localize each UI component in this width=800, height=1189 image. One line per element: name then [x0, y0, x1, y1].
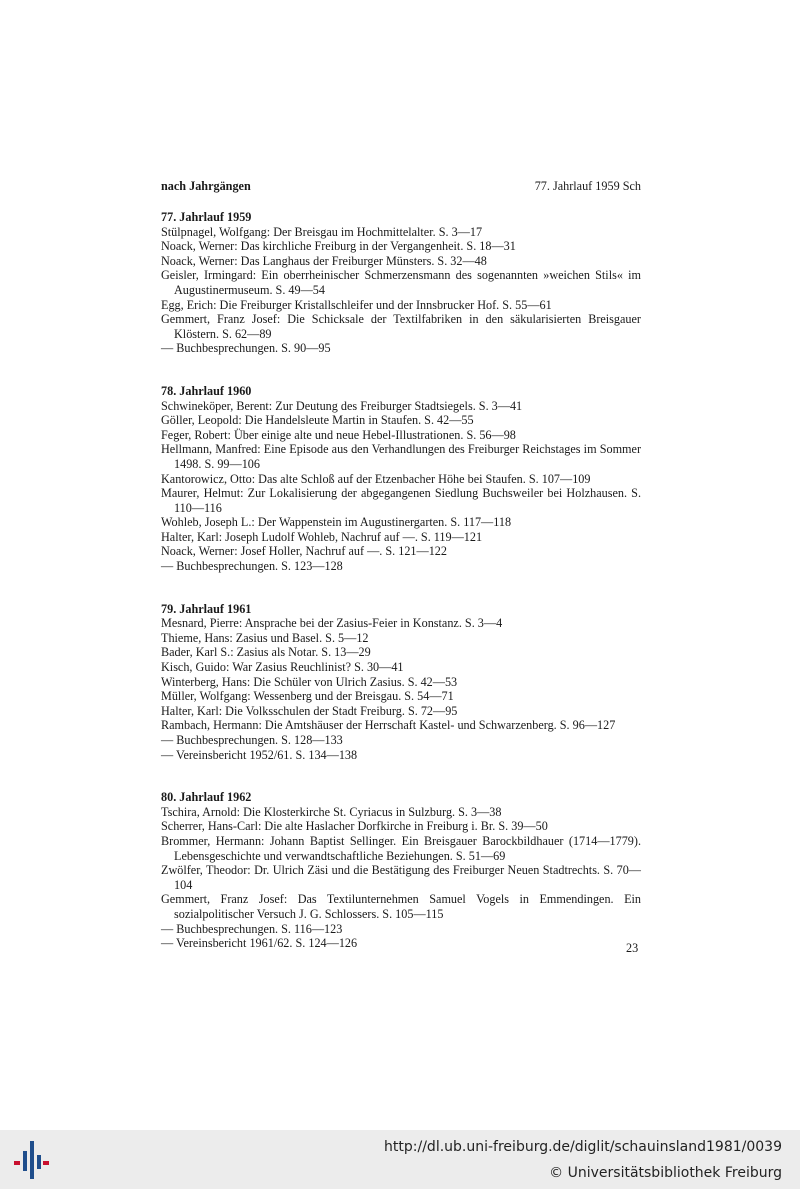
bibliography-entry: Tschira, Arnold: Die Klosterkirche St. Cyriacus in Sulzburg. S. 3—38	[161, 804, 502, 819]
section	[161, 384, 641, 574]
bibliography-entry: Gemmert, Franz Josef: Die Schicksale der Textilfabriken in den säkularisierten Breisgauer Klöstern. S. 62—89	[161, 312, 641, 341]
section	[161, 790, 641, 951]
bibliography-entry: — Vereinsbericht 1961/62. S. 124—126	[161, 936, 358, 951]
header-right: 77. Jahrlauf 1959 Sch	[534, 179, 641, 193]
bibliography-entry: Noack, Werner: Das Langhaus der Freiburger Münsters. S. 32—48	[161, 253, 487, 268]
running-header	[161, 179, 641, 195]
bibliography-entry: Feger, Robert: Über einige alte und neue Hebel-Illustrationen. S. 56—98	[161, 427, 516, 442]
bibliography-entry: Wohleb, Joseph L.: Der Wappenstein im Augustinergarten. S. 117—118	[161, 515, 512, 530]
bibliography-entry: Bader, Karl S.: Zasius als Notar. S. 13—29	[161, 645, 371, 660]
bibliography-entry: — Buchbesprechungen. S. 116—123	[161, 921, 343, 936]
section	[161, 210, 641, 356]
bibliography-entry: — Buchbesprechungen. S. 123—128	[161, 559, 343, 574]
bibliography-entry: Mesnard, Pierre: Ansprache bei der Zasius-Feier in Konstanz. S. 3—4	[161, 616, 503, 631]
ub-freiburg-logo-icon	[10, 1139, 50, 1181]
bibliography-entry: Halter, Karl: Joseph Ludolf Wohleb, Nachruf auf —. S. 119—121	[161, 529, 483, 544]
bibliography-entry: Geisler, Irmingard: Ein oberrheinischer Schmerzensmann des sogenannten »weichen Stils« im Augustinermuseum. S. 49—54	[161, 268, 641, 297]
bibliography-entry: Göller, Leopold: Die Handelsleute Martin in Staufen. S. 42—55	[161, 413, 474, 428]
page-number: 23	[626, 941, 639, 955]
bibliography-entry: Thieme, Hans: Zasius und Basel. S. 5—12	[161, 630, 369, 645]
header-left: nach Jahrgängen	[161, 179, 251, 193]
section-title: 79. Jahrlauf 1961	[161, 601, 252, 616]
bibliography-entry: — Buchbesprechungen. S. 128—133	[161, 733, 343, 747]
bibliography-entry: Hellmann, Manfred: Eine Episode aus den Verhandlungen des Freiburger Reichstages im Sommer 1498. S. 99—106	[161, 442, 641, 471]
bibliography-list	[161, 210, 641, 951]
bibliography-entry: Gemmert, Franz Josef: Das Textilunternehmen Samuel Vogels in Emmendingen. Ein sozialpolitischer Versuch J. G. Schlossers. S. 105—115	[161, 892, 641, 921]
bibliography-entry: Egg, Erich: Die Freiburger Kristallschleifer und der Innsbrucker Hof. S. 55—61	[161, 297, 552, 312]
viewer-footer	[0, 1130, 800, 1189]
source-url-link[interactable]: http://dl.ub.uni-freiburg.de/diglit/schauinsland1981/0039	[384, 1139, 782, 1155]
section-title: 78. Jahrlauf 1960	[161, 383, 252, 398]
bibliography-entry: Winterberg, Hans: Die Schüler von Ulrich Zasius. S. 42—53	[161, 674, 458, 689]
bibliography-entry: Noack, Werner: Das kirchliche Freiburg in der Vergangenheit. S. 18—31	[161, 239, 516, 254]
bibliography-entry: Maurer, Helmut: Zur Lokalisierung der abgegangenen Siedlung Buchsweiler bei Holzhausen. S. 110—116	[161, 486, 641, 515]
bibliography-entry: Schwineköper, Berent: Zur Deutung des Freiburger Stadtsiegels. S. 3—41	[161, 398, 523, 413]
copyright-notice: © Universitätsbibliothek Freiburg	[549, 1165, 782, 1181]
bibliography-entry: Halter, Karl: Die Volksschulen der Stadt Freiburg. S. 72—95	[161, 703, 458, 718]
bibliography-entry: Müller, Wolfgang: Wessenberg und der Breisgau. S. 54—71	[161, 689, 454, 704]
bibliography-entry: Noack, Werner: Josef Holler, Nachruf auf —. S. 121—122	[161, 544, 447, 559]
bibliography-entry: Kantorowicz, Otto: Das alte Schloß auf der Etzenbacher Höhe bei Staufen. S. 107—109	[161, 471, 591, 486]
section-title: 80. Jahrlauf 1962	[161, 790, 252, 805]
bibliography-entry: Kisch, Guido: War Zasius Reuchlinist? S. 30—41	[161, 660, 404, 675]
bibliography-entry: — Vereinsbericht 1952/61. S. 134—138	[161, 747, 358, 762]
section-title: 77. Jahrlauf 1959	[161, 210, 252, 224]
bibliography-entry: — Buchbesprechungen. S. 90—95	[161, 341, 331, 356]
bibliography-entry: Brommer, Hermann: Johann Baptist Sellinger. Ein Breisgauer Barockbildhauer (1714—1779). Lebensgeschichte und verwandtschaftliche Beziehungen. S. 51—69	[161, 833, 641, 863]
bibliography-entry: Zwölfer, Theodor: Dr. Ulrich Zäsi und die Bestätigung des Freiburger Neuen Stadtrechts. S. 70—104	[161, 863, 641, 892]
bibliography-entry: Rambach, Hermann: Die Amtshäuser der Herrschaft Kastel- und Schwarzenberg. S. 96—127	[161, 718, 616, 733]
bibliography-entry: Scherrer, Hans-Carl: Die alte Haslacher Dorfkirche in Freiburg i. Br. S. 39—50	[161, 819, 548, 834]
section	[161, 602, 641, 763]
bibliography-entry: Stülpnagel, Wolfgang: Der Breisgau im Hochmittelalter. S. 3—17	[161, 224, 483, 239]
